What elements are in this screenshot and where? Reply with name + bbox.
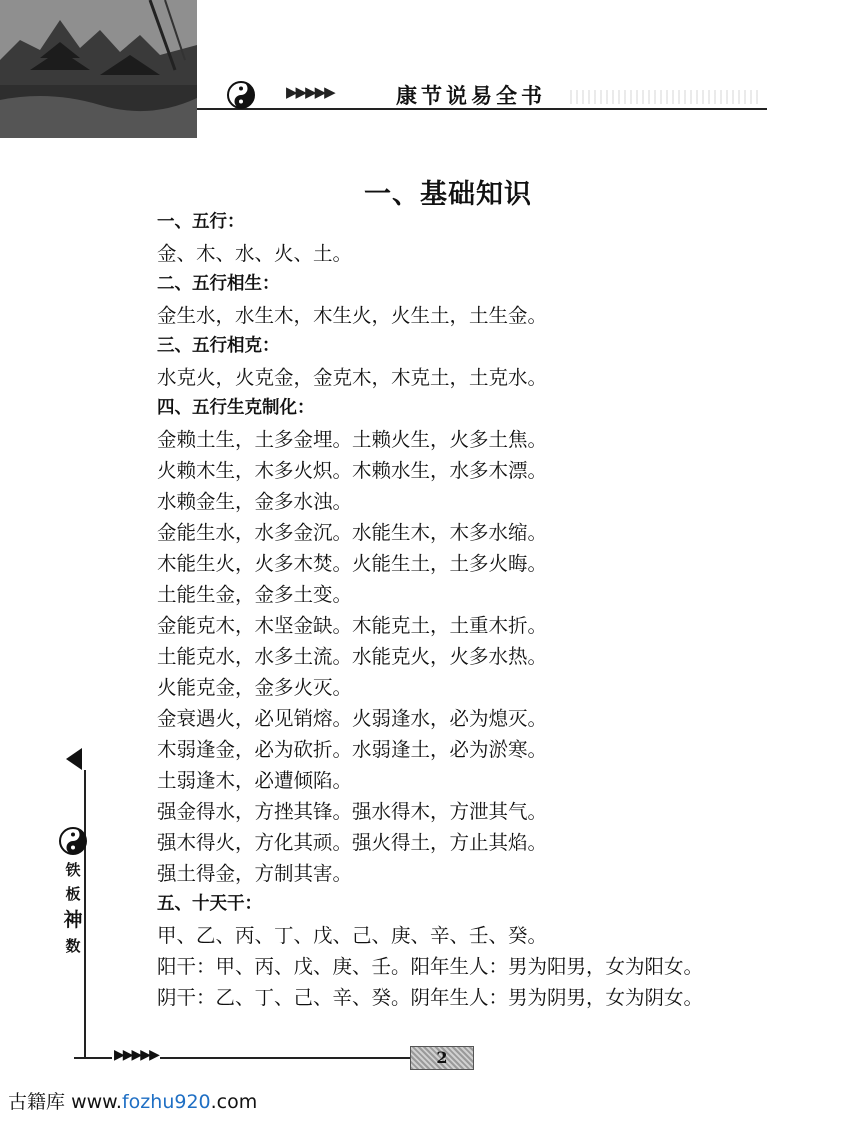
text-line: 火赖木生，木多火炽。木赖水生，水多木漂。 — [157, 459, 548, 482]
yin-yang-icon — [226, 80, 256, 110]
text-line: 金生水，水生木，木生火，火生土，土生金。 — [157, 304, 548, 327]
text-line: 土能生金，金多土变。 — [157, 583, 353, 606]
page-marker-triangle-icon — [66, 748, 82, 770]
chapter-title: 一、基础知识 — [364, 179, 532, 210]
text-line: 水克火，火克金，金克木，木克土，土克水。 — [157, 366, 548, 389]
text-line: 土能克水，水多土流。水能克火，火多水热。 — [157, 645, 548, 668]
text-line: 强金得水，方挫其锋。强水得木，方泄其气。 — [157, 800, 548, 823]
text-line: 强木得火，方化其顽。强火得土，方止其焰。 — [157, 831, 548, 854]
page-number: 2 — [410, 1046, 474, 1070]
series-char: 数 — [65, 937, 81, 955]
watermark-label: 古籍库 — [8, 1091, 66, 1113]
text-line: 阳干：甲、丙、戊、庚、壬。阳年生人：男为阳男，女为阳女。 — [157, 955, 704, 978]
text-line: 强土得金，方制其害。 — [157, 862, 353, 885]
text-line: 土弱逢木，必遭倾陷。 — [157, 769, 353, 792]
text-line: 金能生水，水多金沉。水能生木，木多水缩。 — [157, 521, 548, 544]
body-text — [157, 207, 797, 1013]
text-line: 金能克木，木坚金缺。木能克土，土重木折。 — [157, 614, 548, 637]
section-heading: 一、五行： — [157, 212, 245, 232]
series-title-vertical — [58, 858, 88, 958]
header-arrows-decoration: ▶▶▶▶▶ — [286, 83, 334, 101]
side-yin-yang-icon — [58, 826, 88, 856]
text-line: 阴干：乙、丁、己、辛、癸。阴年生人：男为阴男，女为阴女。 — [157, 986, 704, 1009]
header-texture — [570, 90, 760, 104]
section-heading: 二、五行相生： — [157, 274, 280, 294]
text-line: 木弱逢金，必为砍折。水弱逢土，必为淤寒。 — [157, 738, 548, 761]
site-watermark — [8, 1087, 257, 1114]
text-line: 金衰遇火，必见销熔。火弱逢水，必为熄灭。 — [157, 707, 548, 730]
text-line: 金、木、水、火、土。 — [157, 242, 353, 265]
section-heading: 四、五行生克制化： — [157, 398, 315, 418]
text-line: 火能克金，金多火灭。 — [157, 676, 353, 699]
running-header-book-title: 康节说易全书 — [396, 84, 546, 108]
section-heading: 三、五行相克： — [157, 336, 280, 356]
header-temple-photo — [0, 0, 197, 138]
watermark-site-suffix: .com — [210, 1091, 258, 1113]
text-line: 金赖土生，土多金埋。土赖火生，火多土焦。 — [157, 428, 548, 451]
series-char: 铁 — [65, 861, 81, 879]
watermark-site-prefix: www. — [71, 1091, 122, 1113]
series-char: 神 — [63, 909, 83, 931]
watermark-site-highlight: fozhu920 — [121, 1091, 211, 1113]
text-line: 甲、乙、丙、丁、戊、己、庚、辛、壬、癸。 — [157, 924, 548, 947]
series-char: 板 — [65, 885, 81, 903]
section-heading: 五、十天干： — [157, 894, 262, 914]
temple-silhouette — [0, 0, 197, 138]
text-line: 水赖金生，金多水浊。 — [157, 490, 353, 513]
text-line: 木能生火，火多木焚。火能生土，土多火晦。 — [157, 552, 548, 575]
footer-arrows-decoration: ▶▶▶▶▶ — [114, 1047, 158, 1063]
